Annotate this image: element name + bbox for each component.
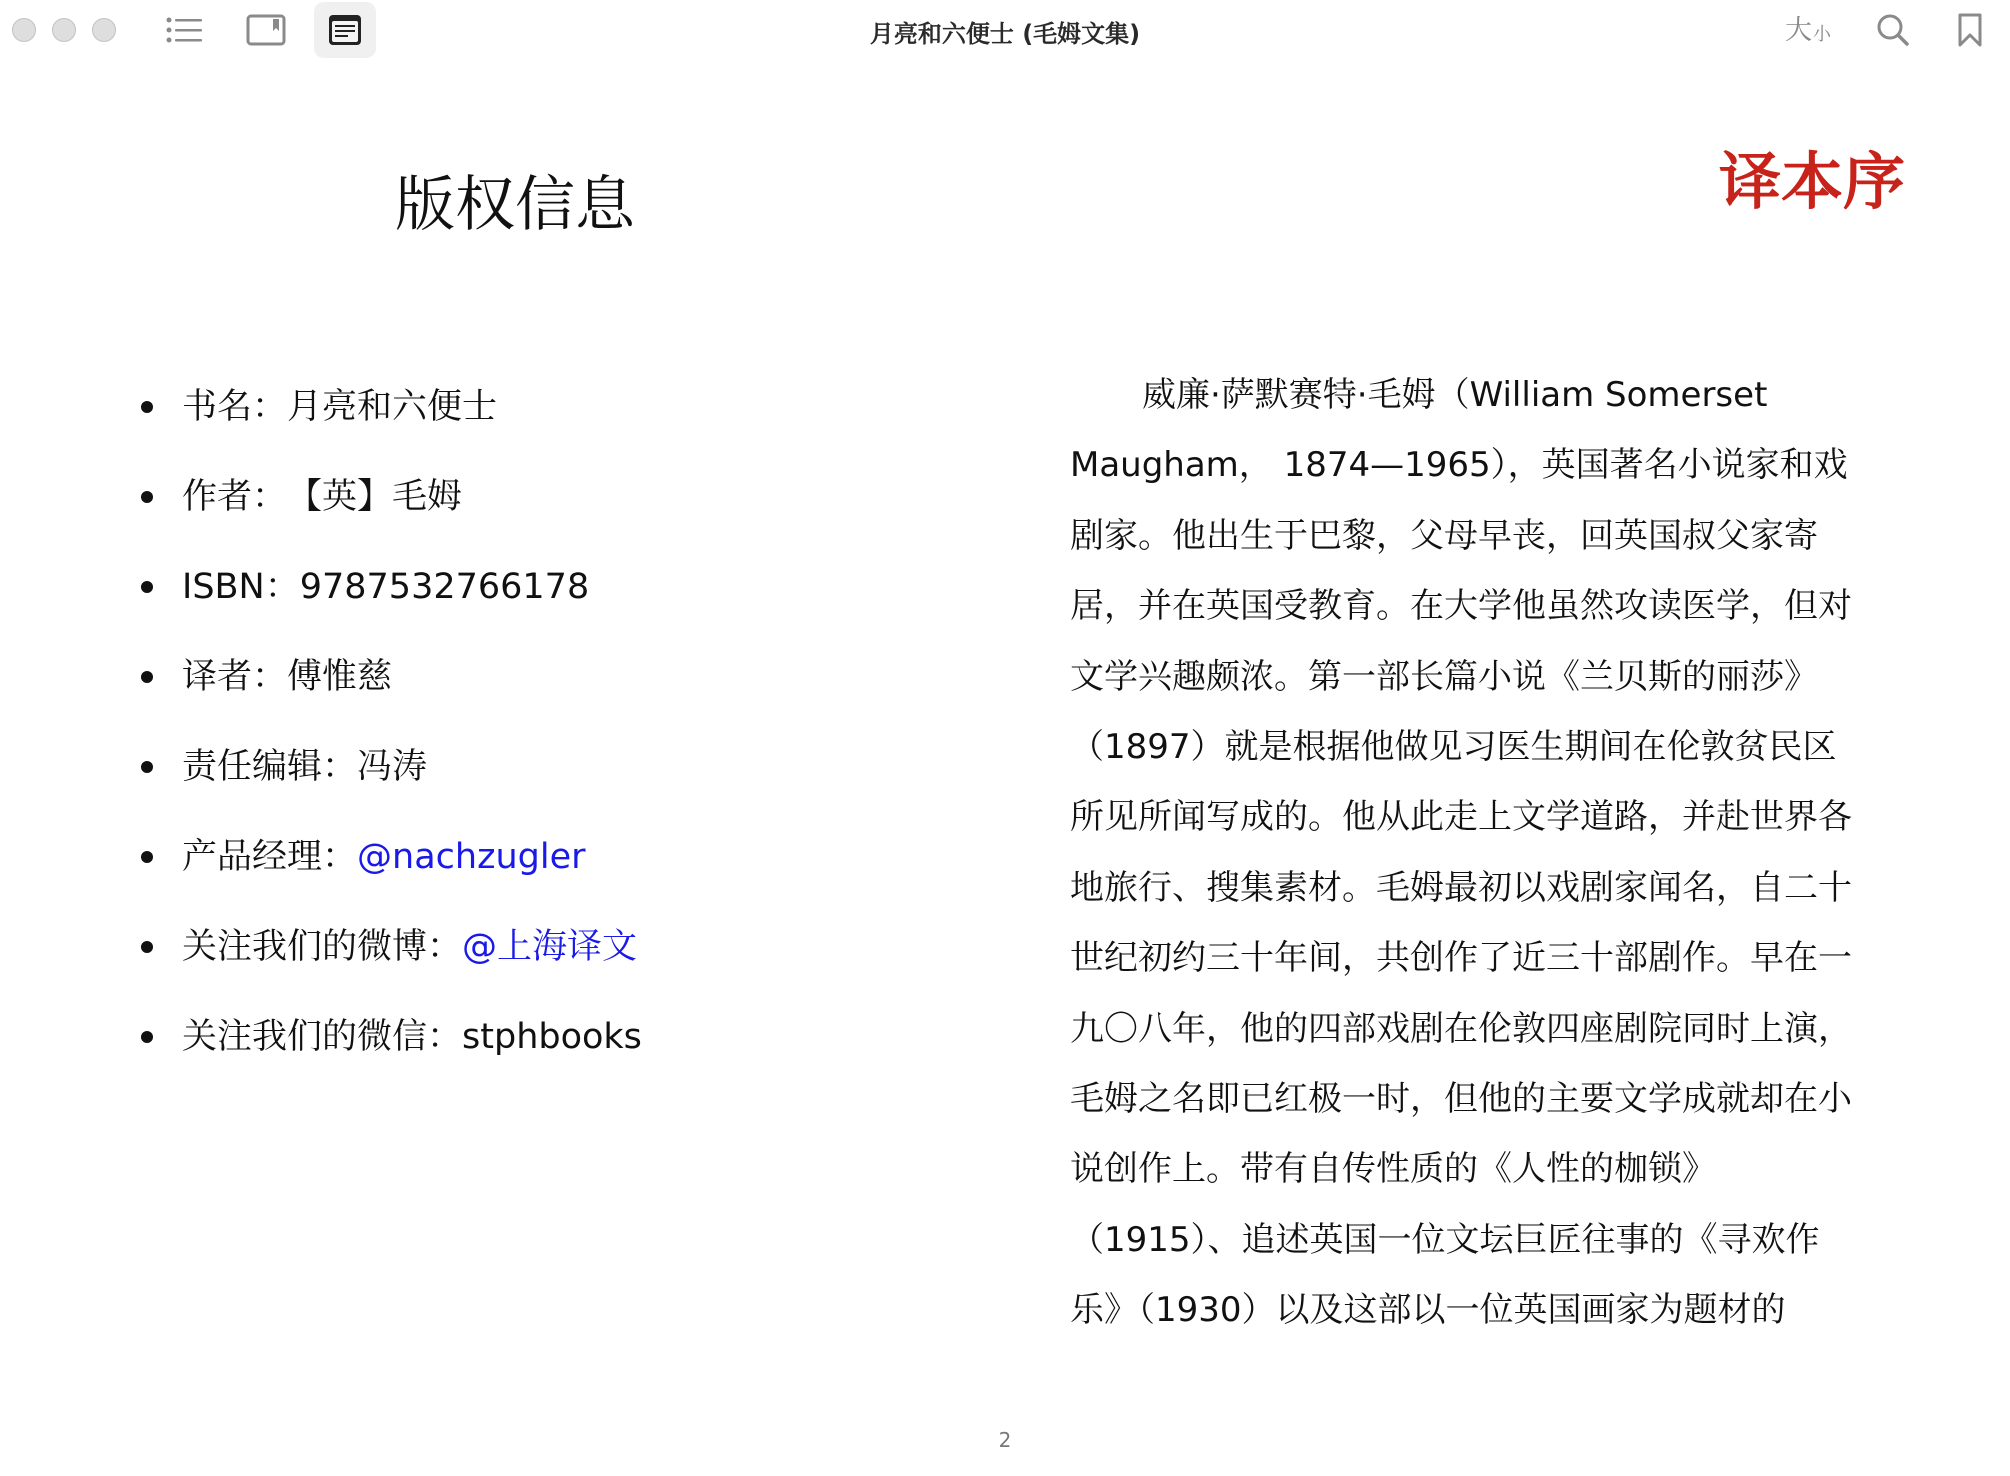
text-line: 文学兴趣颇浓。第一部长篇小说《兰贝斯的丽莎》: [1070, 656, 1818, 697]
text-line: 居，并在英国受教育。在大学他虽然攻读医学，但对: [1070, 586, 1852, 627]
text-line: 九〇八年，他的四部戏剧在伦敦四座剧院同时上演，: [1070, 1008, 1852, 1049]
bullet: [141, 1031, 153, 1043]
info-label: 产品经理：: [182, 837, 358, 877]
copyright-info-list: [0, 362, 642, 1082]
bullet: [141, 941, 153, 953]
text-line: （1915）、追述英国一位文坛巨匠往事的《寻欢作: [1070, 1219, 1820, 1260]
reading-view-button[interactable]: [314, 2, 376, 58]
window-title: [0, 14, 2010, 49]
book-title: 月亮和六便士 (毛姆文集): [869, 20, 1141, 48]
copyright-heading: 版权信息: [395, 170, 635, 240]
info-value: 【英】毛姆: [287, 477, 463, 517]
text-line: 威廉·萨默赛特·毛姆（William Somerset: [1142, 375, 1768, 415]
info-label: 关注我们的微博：: [182, 927, 463, 967]
info-item-translator: [0, 632, 642, 722]
info-item-weibo: [0, 902, 642, 992]
info-label: 作者：: [182, 477, 288, 517]
add-bookmark-button[interactable]: [1940, 2, 2000, 58]
toolbar: [0, 0, 2010, 60]
info-item-editor: [0, 722, 642, 812]
info-item-author: [0, 452, 642, 542]
text-line: （1897）就是根据他做见习医生期间在伦敦贫民区: [1070, 726, 1837, 767]
search-icon: [1875, 12, 1911, 48]
font-size-button[interactable]: [1778, 8, 1838, 52]
bullet: [141, 401, 153, 413]
info-label: 书名：: [182, 387, 288, 427]
window-close-button[interactable]: [12, 18, 36, 42]
preface-text: [1070, 360, 1915, 1345]
bullet: [141, 581, 153, 593]
info-item-title: [0, 362, 642, 452]
bullet: [141, 761, 153, 773]
info-value: 月亮和六便士: [287, 387, 498, 427]
list-icon: [166, 16, 204, 44]
text-line: Maugham， 1874—1965），英国著名小说家和戏: [1070, 445, 1848, 486]
font-size-small-label: 小: [1813, 24, 1831, 45]
bookmark-icon: [1957, 12, 1983, 48]
text-line: 剧家。他出生于巴黎，父母早丧，回英国叔父家寄: [1070, 515, 1818, 556]
info-value: 冯涛: [357, 747, 428, 787]
window-minimize-button[interactable]: [52, 18, 76, 42]
text-line: 说创作上。带有自传性质的《人性的枷锁》: [1070, 1149, 1716, 1190]
right-page: [1005, 60, 2010, 1420]
info-item-isbn: [0, 542, 642, 632]
bullet: [141, 851, 153, 863]
info-value: 9787532766178: [299, 567, 590, 607]
info-item-product-manager: [0, 812, 642, 902]
page-number: 2: [998, 1428, 1012, 1452]
text-line: 乐》（1930）以及这部以一位英国画家为题材的: [1070, 1290, 1786, 1331]
bookmarks-view-button[interactable]: [235, 2, 297, 58]
text-panel-icon: [328, 14, 362, 46]
text-line: 地旅行、搜集素材。毛姆最初以戏剧家闻名，自二十: [1070, 867, 1852, 908]
info-label: 译者：: [182, 657, 288, 697]
info-value: 傅惟慈: [287, 657, 393, 697]
bookmark-frame-icon: [246, 14, 286, 46]
info-label: 关注我们的微信：: [182, 1017, 463, 1057]
font-size-large-label: 大: [1785, 15, 1812, 46]
window-zoom-button[interactable]: [92, 18, 116, 42]
weibo-link[interactable]: @上海译文: [462, 927, 638, 967]
info-label: ISBN：: [182, 567, 300, 607]
info-value: stphbooks: [462, 1017, 642, 1057]
text-line: 毛姆之名即已红极一时，但他的主要文学成就却在小: [1070, 1078, 1852, 1119]
bullet: [141, 671, 153, 683]
text-line: 所见所闻写成的。他从此走上文学道路，并赴世界各: [1070, 797, 1852, 838]
info-item-wechat: [0, 992, 642, 1082]
bullet: [141, 491, 153, 503]
table-of-contents-button[interactable]: [154, 2, 216, 58]
text-line: 世纪初约三十年间，共创作了近三十部剧作。早在一: [1070, 938, 1852, 979]
product-manager-link[interactable]: @nachzugler: [357, 837, 586, 877]
left-page: [0, 60, 1005, 1420]
preface-heading: 译本序: [1718, 145, 1905, 218]
info-label: 责任编辑：: [182, 747, 358, 787]
search-button[interactable]: [1863, 2, 1923, 58]
